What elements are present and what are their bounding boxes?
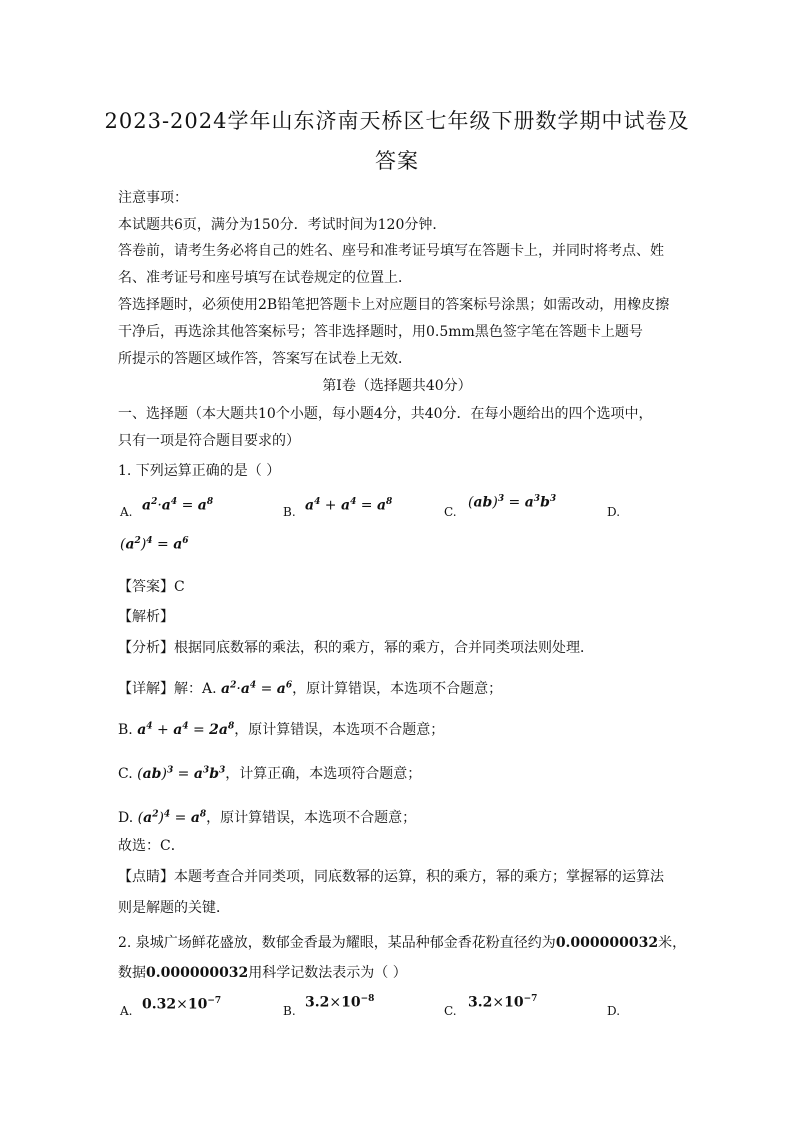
q1-detail-c-formula: $(ab)^3 = a^3b^3$ (137, 765, 226, 782)
q1-choose: 故选：C． (118, 838, 185, 854)
q1-detail-a-suffix: ，原计算错误，本选项不合题意； (292, 681, 503, 697)
q1-detail-d-suffix: ，原计算错误，本选项不合题意； (206, 810, 417, 826)
document-title-line1: 2023-2024学年山东济南天桥区七年级下册数学期中试卷及 (104, 109, 690, 133)
q1-detail-c (118, 763, 421, 783)
notice-heading: 注意事项： (118, 190, 188, 206)
q1-detail-d-prefix: D. (118, 810, 134, 826)
q1-detail-a-formula: $a^2\cdot a^4 = a^6$ (221, 680, 293, 697)
q1-analysis-heading: 【解析】 (118, 609, 174, 625)
q1-detail-d-formula: $(a^2)^4 = a^8$ (137, 809, 207, 826)
q1-detail-c-prefix: C. (118, 766, 133, 782)
notice-line-4: 答选择题时，必须使用2B铅笔把答题卡上对应题目的答案标号涂黑；如需改动，用橡皮擦 (118, 297, 670, 313)
q1-detail-b-prefix: B. (118, 722, 133, 738)
q1-detail-b-formula: $a^4 + a^4 = 2a^8$ (137, 721, 235, 738)
q2-stem-line2 (118, 962, 407, 982)
q1-detail-a-prefix: 【详解】解：A. (118, 681, 217, 697)
q2-stem-line1 (118, 932, 686, 952)
notice-line-3: 名、准考证号和座号填写在试卷规定的位置上． (118, 270, 412, 286)
q1-option-b-label: B. (283, 505, 296, 519)
q1-answer: 【答案】C (118, 579, 185, 595)
q1-comment-line2: 则是解题的关键． (118, 900, 230, 916)
q2-line2-prefix: 数据 (118, 965, 146, 981)
q2-option-d-label: D. (607, 1004, 621, 1018)
q2-option-a-label: A. (120, 1004, 133, 1018)
q1-detail-a (118, 678, 502, 698)
q2-option-b-formula: $3.2\times 10^{-8}$ (305, 994, 375, 1011)
notice-line-2: 答卷前，请考生务必将自己的姓名、座号和准考证号填写在答题卡上，并同时将考点、姓 (118, 243, 664, 259)
q1-analysis: 【分析】根据同底数幂的乘法，积的乘方，幂的乘方，合并同类项法则处理． (118, 640, 594, 656)
q2-number-2: 0.000000032 (146, 965, 249, 981)
q1-detail-c-suffix: ，计算正确，本选项符合题意； (225, 766, 422, 782)
q2-option-c-formula: $3.2\times 10^{-7}$ (468, 994, 538, 1011)
q1-option-a-formula: $a^2\cdot a^4 = a^8$ (142, 497, 214, 514)
q1-option-d-label: D. (607, 505, 621, 519)
q1-option-c-formula: $(ab)^3 = a^3b^3$ (468, 494, 557, 511)
q1-option-b-formula: $a^4 + a^4 = a^8$ (305, 497, 393, 514)
q2-line2-suffix: 用科学记数法表示为（ ） (248, 965, 407, 981)
q2-option-c-label: C. (444, 1004, 457, 1018)
q1-detail-b-suffix: ，原计算错误，本选项不合题意； (234, 722, 445, 738)
notice-line-1: 本试题共6页，满分为150分．考试时间为120分钟． (118, 217, 447, 233)
q2-option-b-label: B. (283, 1004, 296, 1018)
q1-option-d-formula: $(a^2)^4 = a^6$ (120, 536, 189, 553)
q1-option-a-label: A. (120, 505, 133, 519)
notice-line-6: 所提示的答题区域作答，答案写在试卷上无效． (118, 351, 412, 367)
q2-number-1: 0.000000032 (555, 935, 659, 951)
section1-line2: 只有一项是符合题目要求的） (118, 433, 300, 449)
document-title-line2: 答案 (375, 149, 419, 173)
q2-option-a-formula: $0.32\times 10^{-7}$ (142, 996, 222, 1013)
notice-line-5: 干净后，再选涂其他答案标号；答非选择题时，用0.5mm黑色签字笔在答题卡上题号 (118, 324, 643, 340)
q1-detail-b (118, 719, 444, 739)
q2-stem-part2: 米， (658, 935, 687, 951)
q2-stem-part1: 2. 泉城广场鲜花盛放，数郁金香最为耀眼，某品种郁金香花粉直径约为 (118, 935, 556, 951)
section1-line1: 一、选择题（本大题共10个小题，每小题4分，共40分．在每小题给出的四个选项中， (118, 406, 653, 422)
q1-detail-d (118, 807, 416, 827)
q1-stem: 1. 下列运算正确的是（ ） (118, 463, 281, 479)
q1-comment-line1: 【点睛】本题考查合并同类项，同底数幂的运算，积的乘方，幂的乘方；掌握幂的运算法 (118, 869, 664, 885)
part1-title: 第Ⅰ卷（选择题共40分） (322, 378, 472, 394)
q1-option-c-label: C. (444, 505, 457, 519)
